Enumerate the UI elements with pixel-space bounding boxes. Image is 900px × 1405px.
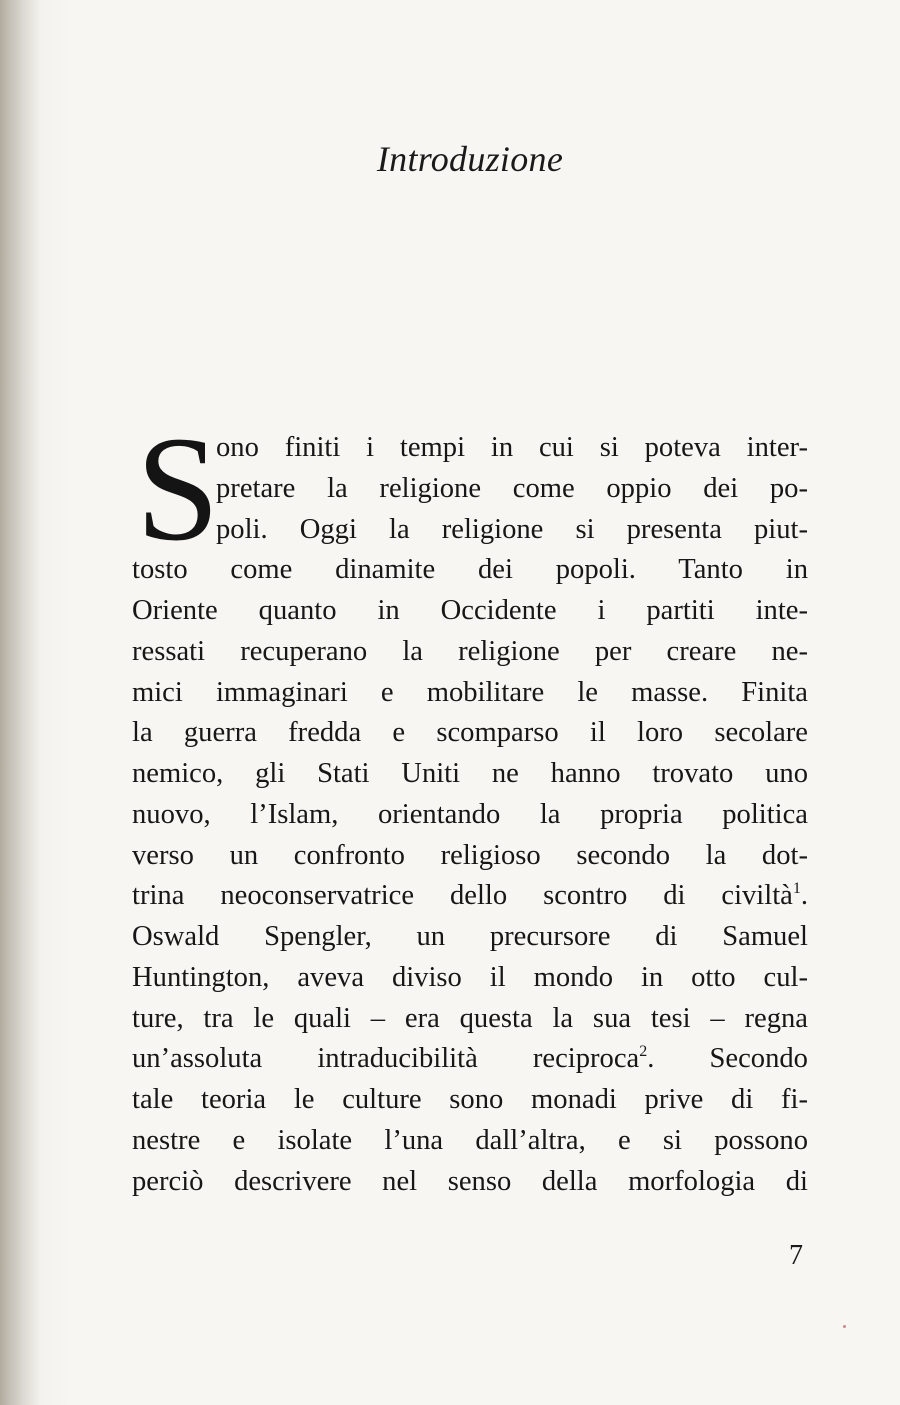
footnote-mark: 1 — [792, 880, 801, 898]
line-tail: . Secondo — [647, 1043, 808, 1075]
line-text: un’assoluta intraducibilità reciproca — [132, 1043, 640, 1075]
gutter-shadow — [0, 0, 40, 1405]
text-line: Oswald Spengler, un precursore di Samuel — [132, 921, 808, 952]
line-tail: . — [800, 880, 808, 912]
text-line: la guerra fredda e scomparso il loro secolare — [132, 717, 808, 749]
text-line: ono finiti i tempi in cui si poteva inter- — [216, 432, 808, 463]
footnote-mark: 2 — [639, 1043, 648, 1061]
drop-cap: S — [136, 406, 220, 572]
text-line: poli. Oggi la religione si presenta piut- — [216, 513, 808, 545]
chapter-title: Introduzione — [376, 139, 564, 179]
line-text: trina neoconservatrice dello scontro di civiltà — [132, 880, 793, 912]
text-line: Huntington, aveva diviso il mondo in otto cul- — [132, 961, 808, 993]
text-line-with-footnote — [132, 876, 808, 917]
paper-speck — [843, 1325, 846, 1328]
text-line: perciò descrivere nel senso della morfologia di — [132, 1165, 808, 1197]
page-number: 7 — [789, 1240, 803, 1271]
text-line: nuovo, l’Islam, orientando la propria politica — [132, 798, 808, 830]
text-line: tosto come dinamite dei popoli. Tanto in — [132, 554, 808, 586]
text-line: verso un confronto religioso secondo la dot- — [132, 839, 808, 871]
text-line: ture, tra le quali – era questa la sua tesi – regna — [132, 1002, 808, 1034]
text-line: pretare la religione come oppio dei po- — [216, 472, 808, 504]
text-line: nemico, gli Stati Uniti ne hanno trovato uno — [132, 758, 808, 789]
text-line: ressati recuperano la religione per creare ne- — [132, 635, 808, 667]
text-line: mici immaginari e mobilitare le masse. Finita — [132, 676, 808, 708]
text-line: nestre e isolate l’una dall’altra, e si possono — [132, 1124, 808, 1156]
text-line: Oriente quanto in Occidente i partiti inte- — [132, 595, 808, 626]
text-line: tale teoria le culture sono monadi prive di fi- — [132, 1084, 808, 1115]
body-text — [132, 406, 808, 1202]
text-line-with-footnote — [132, 1039, 808, 1080]
